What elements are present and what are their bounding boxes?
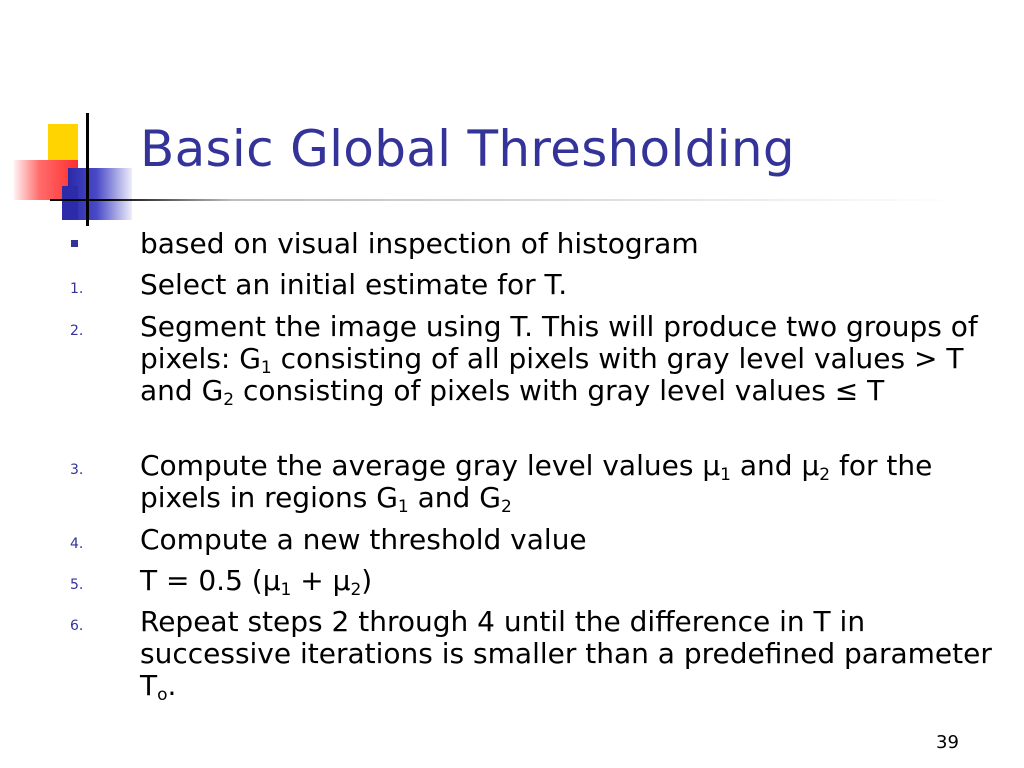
- subscript: 2: [223, 390, 235, 410]
- step-text-part: for the pixels in regions G: [140, 449, 933, 514]
- step-text-part: Compute the average gray level values μ: [140, 449, 721, 482]
- step-text-part: T = 0.5 (μ: [140, 564, 281, 597]
- subscript: 1: [280, 580, 292, 600]
- subscript: 2: [350, 580, 362, 600]
- step-number: 4.: [70, 536, 84, 552]
- yellow-square: [48, 124, 78, 164]
- title-underline: [50, 199, 960, 201]
- step-text-part: Select an initial estimate for T.: [140, 268, 568, 301]
- step-number: 6.: [70, 618, 84, 634]
- step-text: [140, 605, 1000, 705]
- step-number: 3.: [70, 462, 84, 478]
- subscript: 2: [500, 497, 512, 517]
- bullet-square-icon: [71, 240, 78, 247]
- step-text: [140, 449, 1000, 517]
- step-text-part: ): [361, 564, 373, 597]
- subscript: 1: [720, 465, 731, 485]
- step-text-part: and μ: [730, 449, 820, 482]
- slide-title: Basic Global Thresholding: [140, 120, 795, 178]
- step-text: [140, 269, 1000, 301]
- blue-block: [62, 186, 78, 220]
- step-text-part: Segment the image using T. This will produce two groups of pixels: G: [140, 310, 978, 375]
- step-text-part: Repeat steps 2 through 4 until the difference in T in successive iterations is smaller than a predefined parameter T: [140, 605, 992, 702]
- step-text-part: + μ: [291, 564, 351, 597]
- step-text-part: consisting of pixels with gray level values ≤ T: [234, 374, 885, 407]
- title-logo-decoration: [0, 0, 140, 230]
- bullet-text: based on visual inspection of histogram: [140, 227, 699, 260]
- subscript: o: [157, 685, 168, 705]
- step-number: 2.: [70, 323, 84, 339]
- step-number: 5.: [70, 577, 84, 593]
- step-text: [140, 310, 1000, 410]
- subscript: 2: [819, 465, 831, 485]
- step-text-part: and G: [408, 481, 501, 514]
- vertical-rule: [86, 113, 89, 226]
- step-number: 1.: [70, 281, 84, 297]
- step-text: [140, 564, 1000, 600]
- step-text-part: Compute a new threshold value: [140, 523, 587, 556]
- page-number: 39: [936, 732, 959, 753]
- step-text-part: consisting of all pixels with gray level values > T and G: [140, 342, 964, 407]
- subscript: 1: [260, 358, 272, 378]
- subscript: 1: [397, 497, 409, 517]
- step-text: [140, 524, 1000, 556]
- step-text-part: .: [167, 669, 177, 702]
